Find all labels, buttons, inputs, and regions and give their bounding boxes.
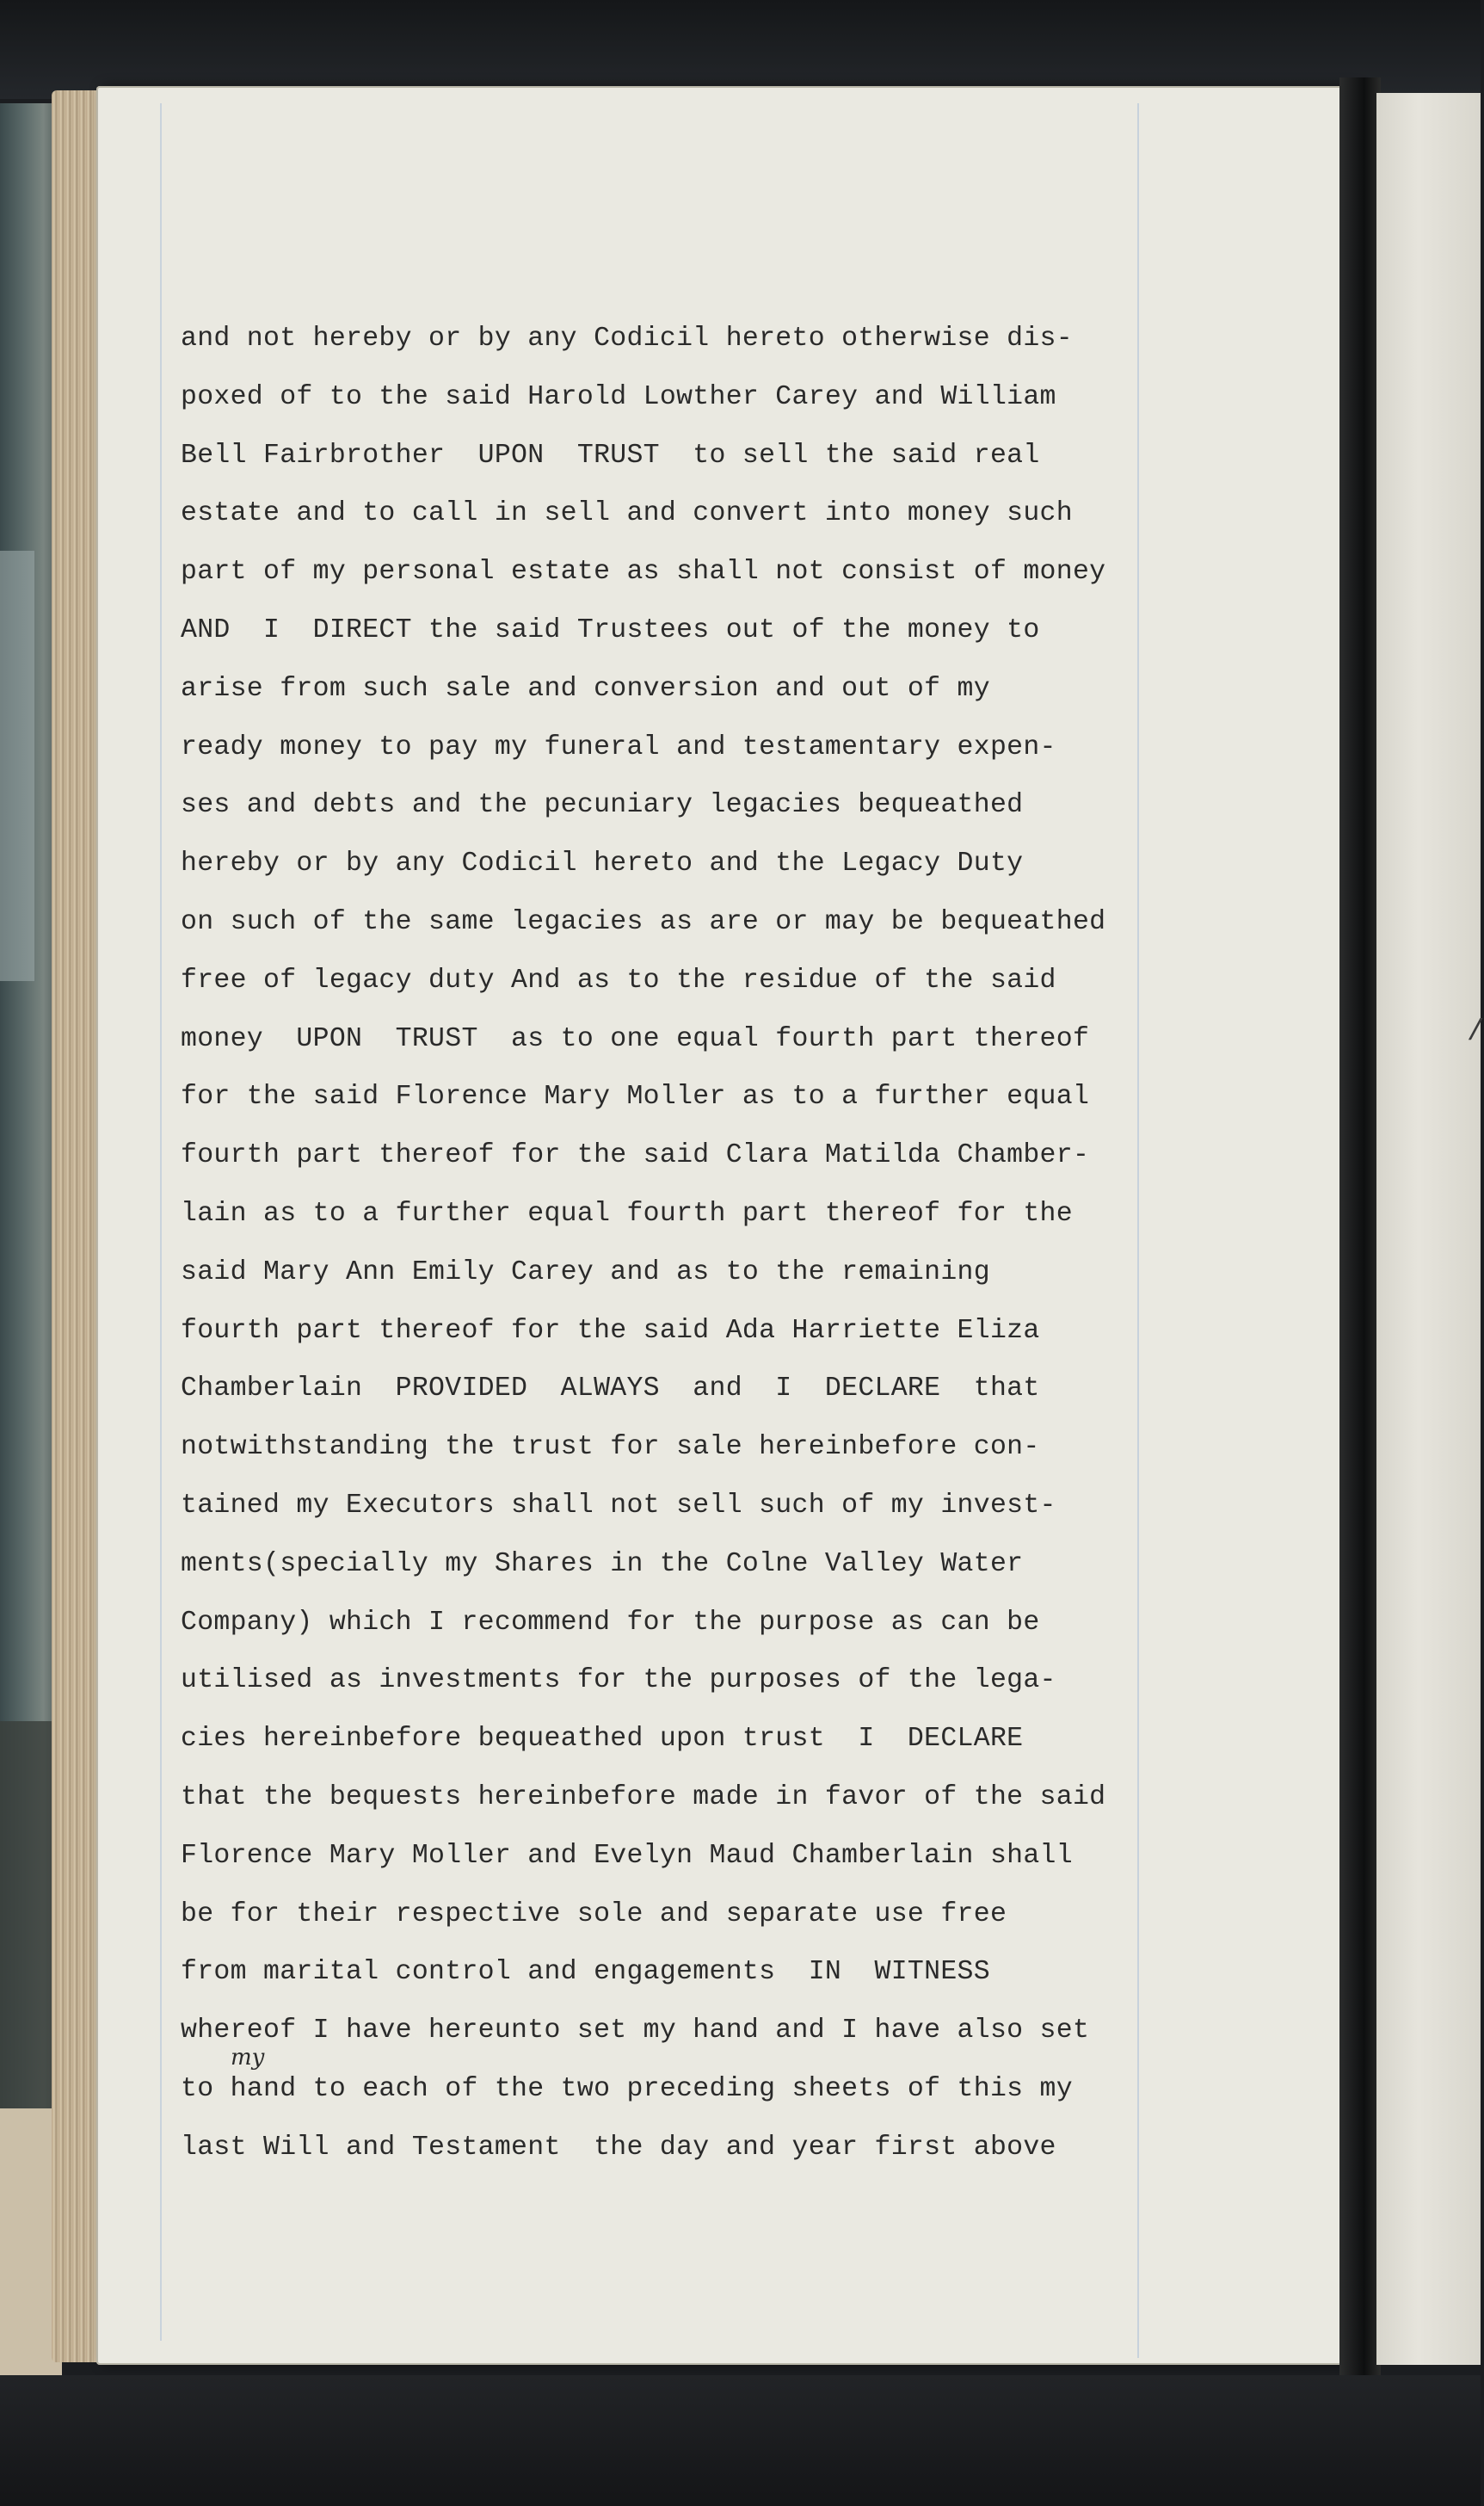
- text-line: notwithstanding the trust for sale hereinbefore con-: [181, 1432, 1040, 1463]
- handwritten-insert: my: [231, 2045, 265, 2071]
- text-line: utilised as investments for the purposes of the lega-: [181, 1665, 1056, 1696]
- text-line: last Will and Testament the day and year first above: [181, 2132, 1056, 2163]
- book-binding-bottom: [0, 2375, 1481, 2506]
- text-line: Florence Mary Moller and Evelyn Maud Chamberlain shall: [181, 1840, 1073, 1871]
- text-line: and not hereby or by any Codicil hereto otherwise dis-: [181, 324, 1073, 354]
- text-line: arise from such sale and conversion and out of my: [181, 673, 990, 704]
- text-line: to hand to each of the two preceding sheets of this my: [181, 2073, 1073, 2104]
- text-line: hereby or by any Codicil hereto and the Legacy Duty: [181, 849, 1024, 880]
- background-patch: [0, 1721, 52, 2134]
- text-line: Company) which I recommend for the purpose as can be: [181, 1607, 1040, 1638]
- text-line: that the bequests hereinbefore made in favor of the said: [181, 1781, 1106, 1812]
- left-margin-rule: [160, 103, 162, 2341]
- text-line: for the said Florence Mary Moller as to a further equal: [181, 1082, 1090, 1113]
- text-line: poxed of to the said Harold Lowther Carey and William: [181, 381, 1056, 412]
- text-line: lain as to a further equal fourth part thereof for the: [181, 1198, 1073, 1229]
- text-line: said Mary Ann Emily Carey and as to the remaining: [181, 1256, 990, 1287]
- text-line: Chamberlain PROVIDED ALWAYS and I DECLARE that: [181, 1373, 1040, 1404]
- text-line: tained my Executors shall not sell such of my invest-: [181, 1490, 1056, 1521]
- background-patch: [0, 551, 34, 981]
- book-gutter: [1339, 77, 1381, 2392]
- text-line: fourth part thereof for the said Ada Harriette Eliza: [181, 1315, 1040, 1346]
- text-line: ready money to pay my funeral and testamentary expen-: [181, 731, 1056, 762]
- text-line: cies hereinbefore bequeathed upon trust I DECLARE: [181, 1724, 1024, 1755]
- book-binding-top: [0, 0, 1481, 99]
- text-line: money UPON TRUST as to one equal fourth part thereof: [181, 1023, 1090, 1054]
- text-line: free of legacy duty And as to the residue of the said: [181, 965, 1056, 996]
- text-line: ments(specially my Shares in the Colne Valley Water: [181, 1548, 1024, 1579]
- text-line: on such of the same legacies as are or may be bequeathed: [181, 906, 1106, 937]
- facing-page-mark: /: [1467, 1016, 1484, 1049]
- text-line: be for their respective sole and separate use free: [181, 1898, 1007, 1929]
- text-line: ses and debts and the pecuniary legacies bequeathed: [181, 790, 1024, 821]
- text-line: estate and to call in sell and convert into money such: [181, 498, 1073, 529]
- text-line: Bell Fairbrother UPON TRUST to sell the said real: [181, 440, 1040, 471]
- text-line: from marital control and engagements IN WITNESS: [181, 1957, 990, 1988]
- text-line: AND I DIRECT the said Trustees out of the money to: [181, 614, 1040, 645]
- text-line: fourth part thereof for the said Clara Matilda Chamber-: [181, 1140, 1090, 1171]
- text-line: part of my personal estate as shall not consist of money: [181, 557, 1106, 588]
- typed-will-text: [181, 310, 1170, 2177]
- text-line: whereof I have hereunto set my hand and I have also set: [181, 2015, 1090, 2046]
- facing-page: [1376, 93, 1484, 2365]
